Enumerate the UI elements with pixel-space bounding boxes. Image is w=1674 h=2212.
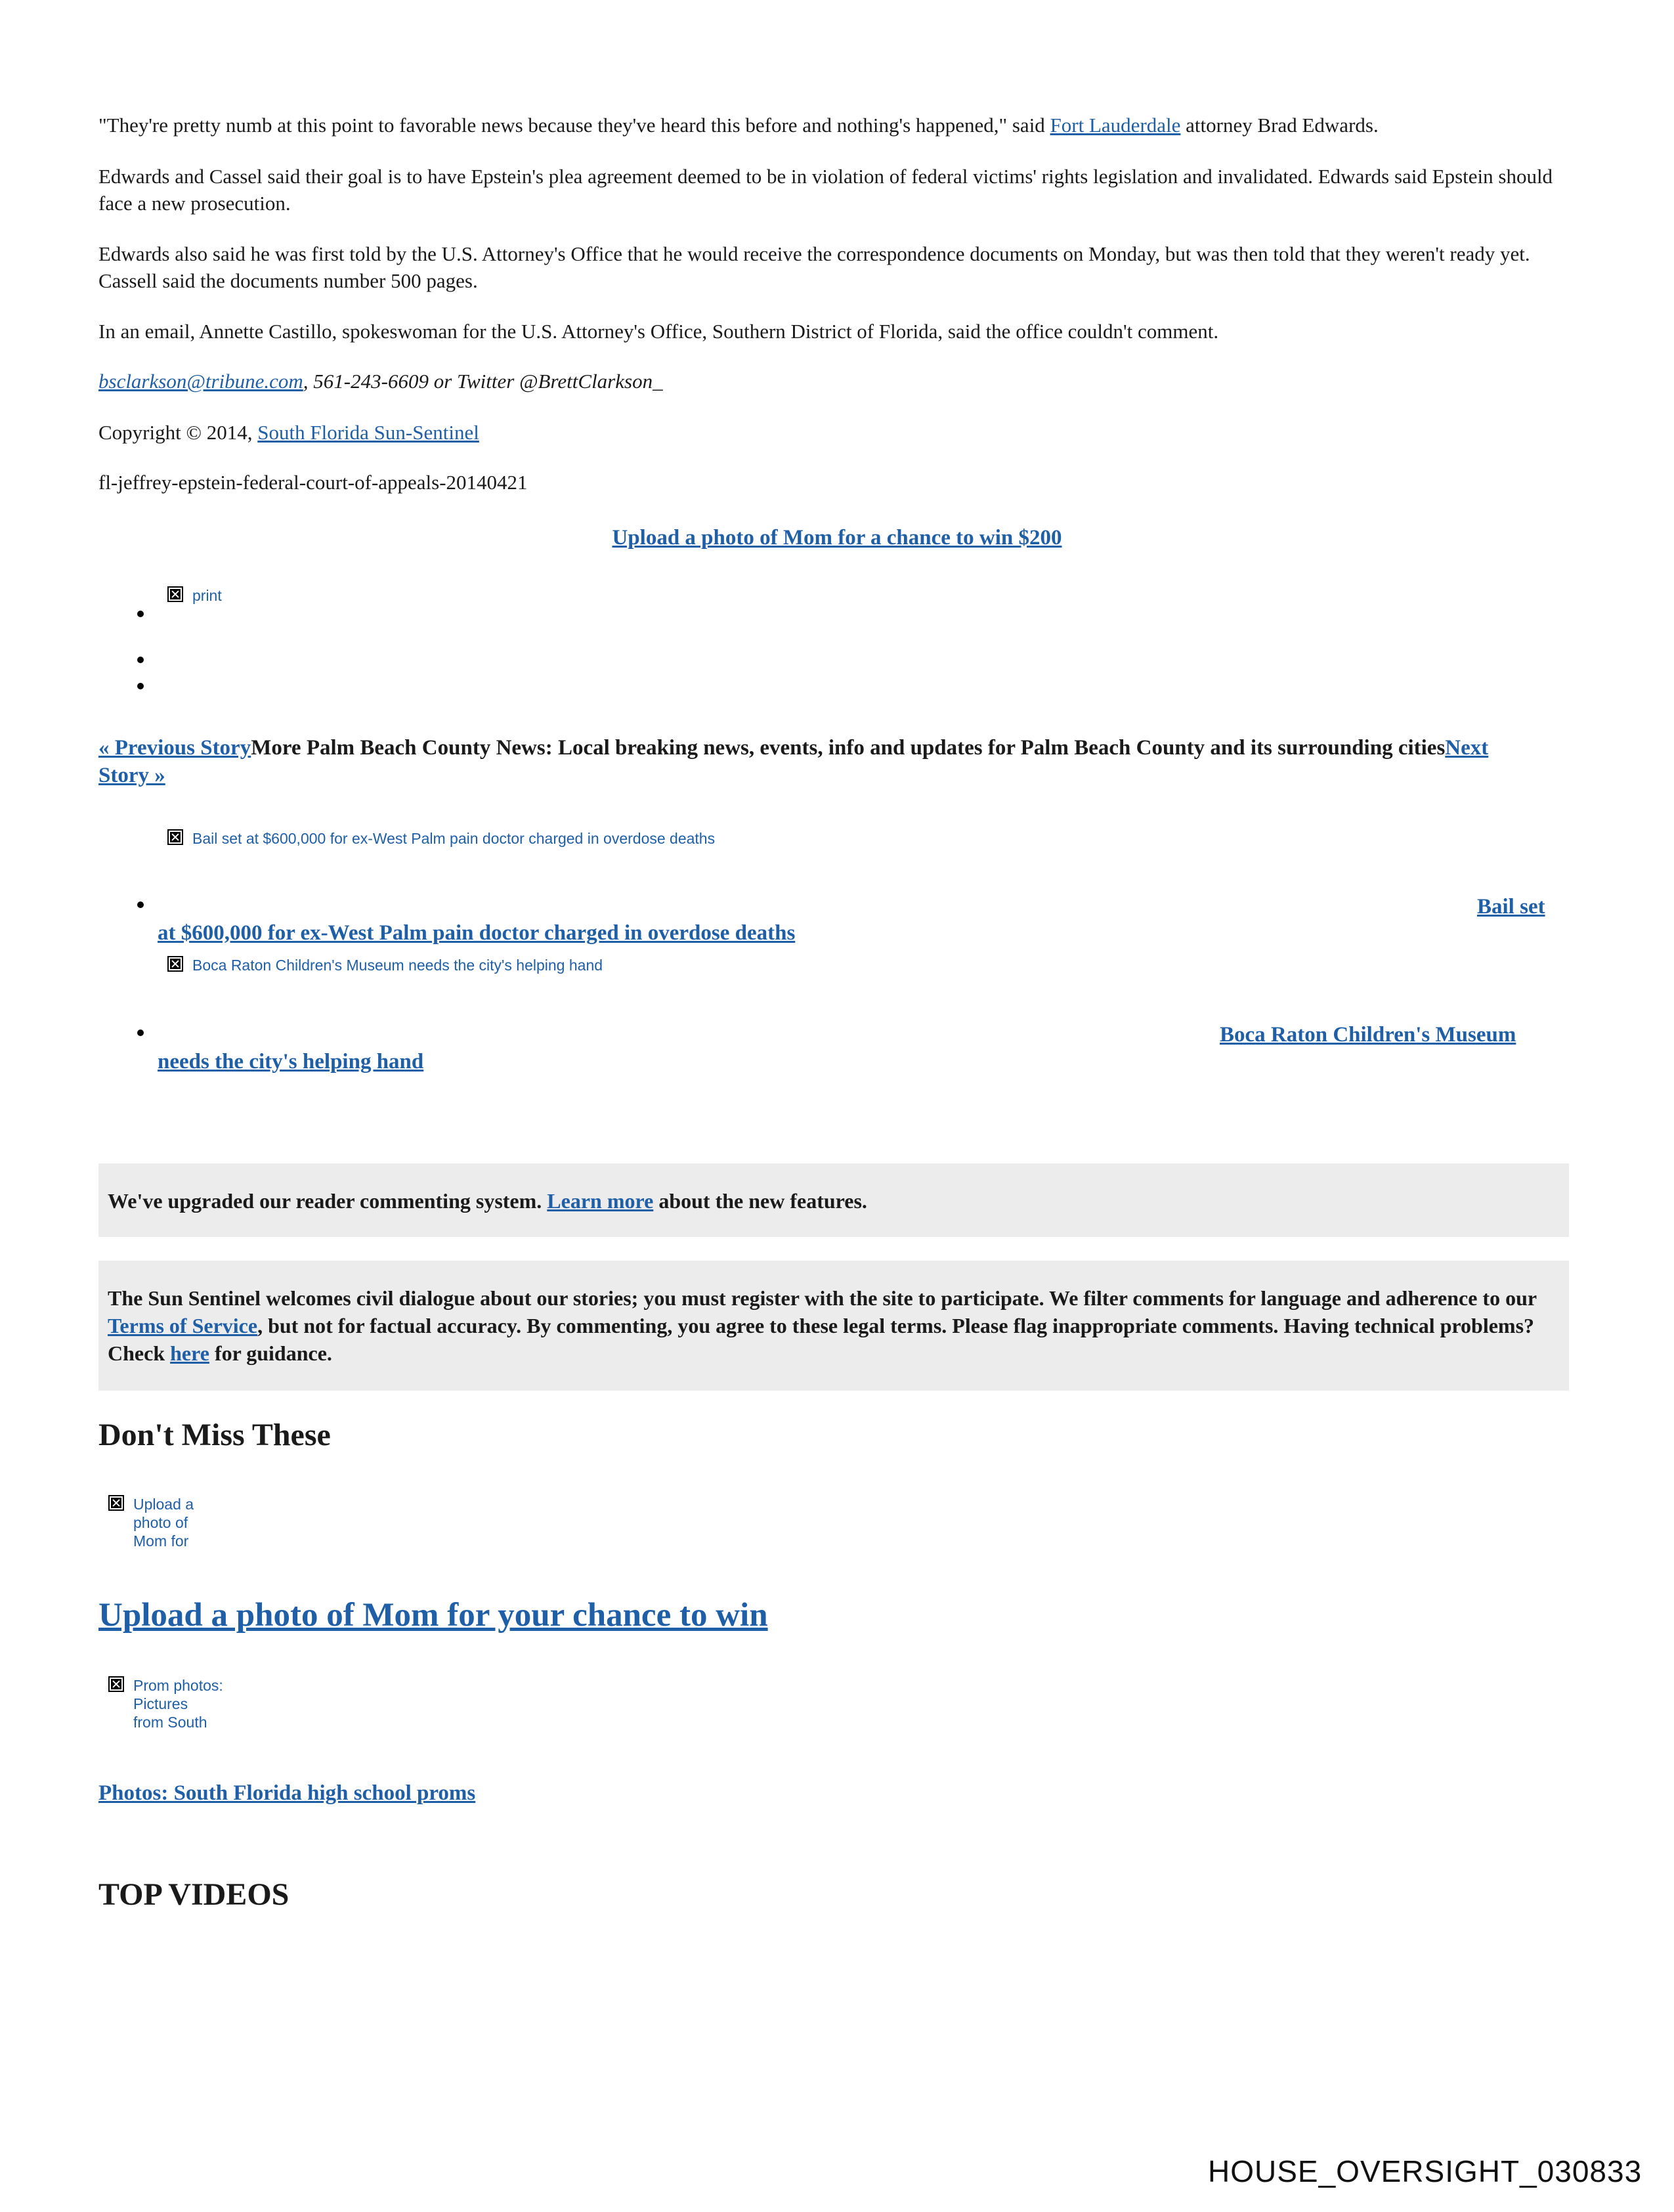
related-bullet [137,1030,144,1036]
related-story-title-1a[interactable] [1477,893,1545,921]
article-paragraph-4: In an email, Annette Castillo, spokeswoman for the U.S. Attorney's Office, Southern District of Florida, said the office couldn't comment. [98,320,1219,343]
reporter-email-link[interactable]: bsclarkson@tribune.com [98,370,303,393]
thumbnail-alt-text [133,1495,205,1550]
learn-more-link[interactable]: Learn more [547,1189,654,1213]
comment-upgrade-text [108,1187,867,1215]
article-paragraph-quote [98,112,1576,139]
article-paragraph-3: Edwards also said he was first told by the U.S. Attorney's Office that he would receive the correspondence documents on Monday, but was then told that they weren't ready yet. Cassell said the documents number 500 pages. [98,242,1530,292]
related-story-title-1b[interactable] [158,919,795,947]
notice-text-before: We've upgraded our reader commenting system. [108,1189,547,1213]
alt-line: Mom for [133,1532,189,1550]
tool-bullet [137,611,144,617]
broken-image-icon [167,829,183,845]
related-story-title-2a[interactable] [1220,1021,1516,1049]
dont-miss-thumbnail[interactable] [108,1676,232,1735]
story-nav-section: More Palm Beach County News: Local breaking news, events, info and updates for Palm Beach County and its surrounding cities [251,736,1446,760]
tool-bullet [137,657,144,663]
article-paragraph-2: Edwards and Cassel said their goal is to have Epstein's plea agreement deemed to be in violation of federal victims' rights legislation and invalidated. Edwards said Epstein should face a new prosecution. [98,165,1553,215]
quote-text-before: "They're pretty numb at this point to favorable news because they've heard this before and nothing's happened," said [98,114,1050,137]
related-story-link[interactable]: needs the city's helping hand [158,1050,424,1073]
upload-mom-promo-link[interactable]: Upload a photo of Mom for a chance to win $200 [612,526,1062,550]
alt-line: Pictures [133,1695,188,1712]
broken-image-icon [167,586,183,602]
sun-sentinel-link[interactable]: South Florida Sun-Sentinel [257,421,479,444]
dont-miss-heading: Don't Miss These [98,1418,331,1452]
related-story-image-alt: Bail set at $600,000 for ex-West Palm pain doctor charged in overdose deaths [192,830,716,847]
top-videos-heading: TOP VIDEOS [98,1877,290,1912]
print-tool[interactable] [167,586,222,605]
policy-text-1: The Sun Sentinel welcomes civil dialogue about our stories; you must register with the site to participate. We filter comments for language and adherence to our [108,1286,1537,1310]
terms-of-service-link[interactable]: Terms of Service [108,1314,258,1337]
related-story-link[interactable]: Boca Raton Children's Museum [1220,1023,1516,1047]
related-story-thumbnail[interactable] [167,829,715,848]
fort-lauderdale-link[interactable]: Fort Lauderdale [1050,114,1181,137]
dont-miss-title-1[interactable] [98,1595,768,1635]
broken-image-icon [108,1676,124,1692]
alt-line: from South [133,1714,207,1731]
broken-image-icon [108,1495,124,1511]
related-story-thumbnail[interactable] [167,956,603,974]
previous-story-link[interactable]: « Previous Story [98,736,251,760]
dont-miss-thumbnail[interactable] [108,1495,205,1554]
alt-line: Upload a [133,1496,194,1513]
copyright-text: Copyright © 2014, [98,421,258,444]
related-story-image-alt: Boca Raton Children's Museum needs the city's helping hand [192,957,603,974]
print-label: print [192,587,222,604]
policy-text-3: for guidance. [209,1341,332,1365]
comment-upgrade-notice [98,1163,1569,1237]
reporter-contact-rest: , 561-243-6609 or Twitter @BrettClarkson_ [303,370,663,393]
article-slug: fl-jeffrey-epstein-federal-court-of-appeals-20140421 [98,471,528,494]
related-story-link[interactable]: Bail set [1477,895,1545,919]
dont-miss-title-2[interactable] [98,1779,475,1807]
broken-image-icon [167,956,183,972]
alt-line: Prom photos: [133,1677,223,1694]
tool-bullet [137,683,144,689]
policy-text-2: , but not for factual accuracy. By commenting, you agree to these legal terms. Please flag inappropriate comments. Having technical problems? Check [108,1314,1535,1365]
notice-text-after: about the new features. [653,1189,867,1213]
comment-policy-box [98,1261,1569,1391]
thumbnail-alt-text [133,1676,232,1731]
related-story-link[interactable]: at $600,000 for ex-West Palm pain doctor charged in overdose deaths [158,921,796,945]
next-story-link[interactable]: Next Story » [98,736,1489,787]
dont-miss-link[interactable]: Upload a photo of Mom for your chance to win [98,1597,768,1634]
dont-miss-link[interactable]: Photos: South Florida high school proms [98,1781,476,1805]
alt-line: photo of [133,1514,188,1531]
help-here-link[interactable]: here [170,1341,209,1365]
bates-number: HOUSE_OVERSIGHT_030833 [1208,2154,1642,2188]
related-bullet [137,901,144,908]
story-navigation [98,734,1516,789]
comment-policy-text [108,1284,1558,1367]
promo-line [98,524,1576,552]
copyright-line [98,419,1576,446]
reporter-contact [98,368,1576,395]
quote-text-after: attorney Brad Edwards. [1180,114,1379,137]
related-story-title-2b[interactable] [158,1048,423,1075]
